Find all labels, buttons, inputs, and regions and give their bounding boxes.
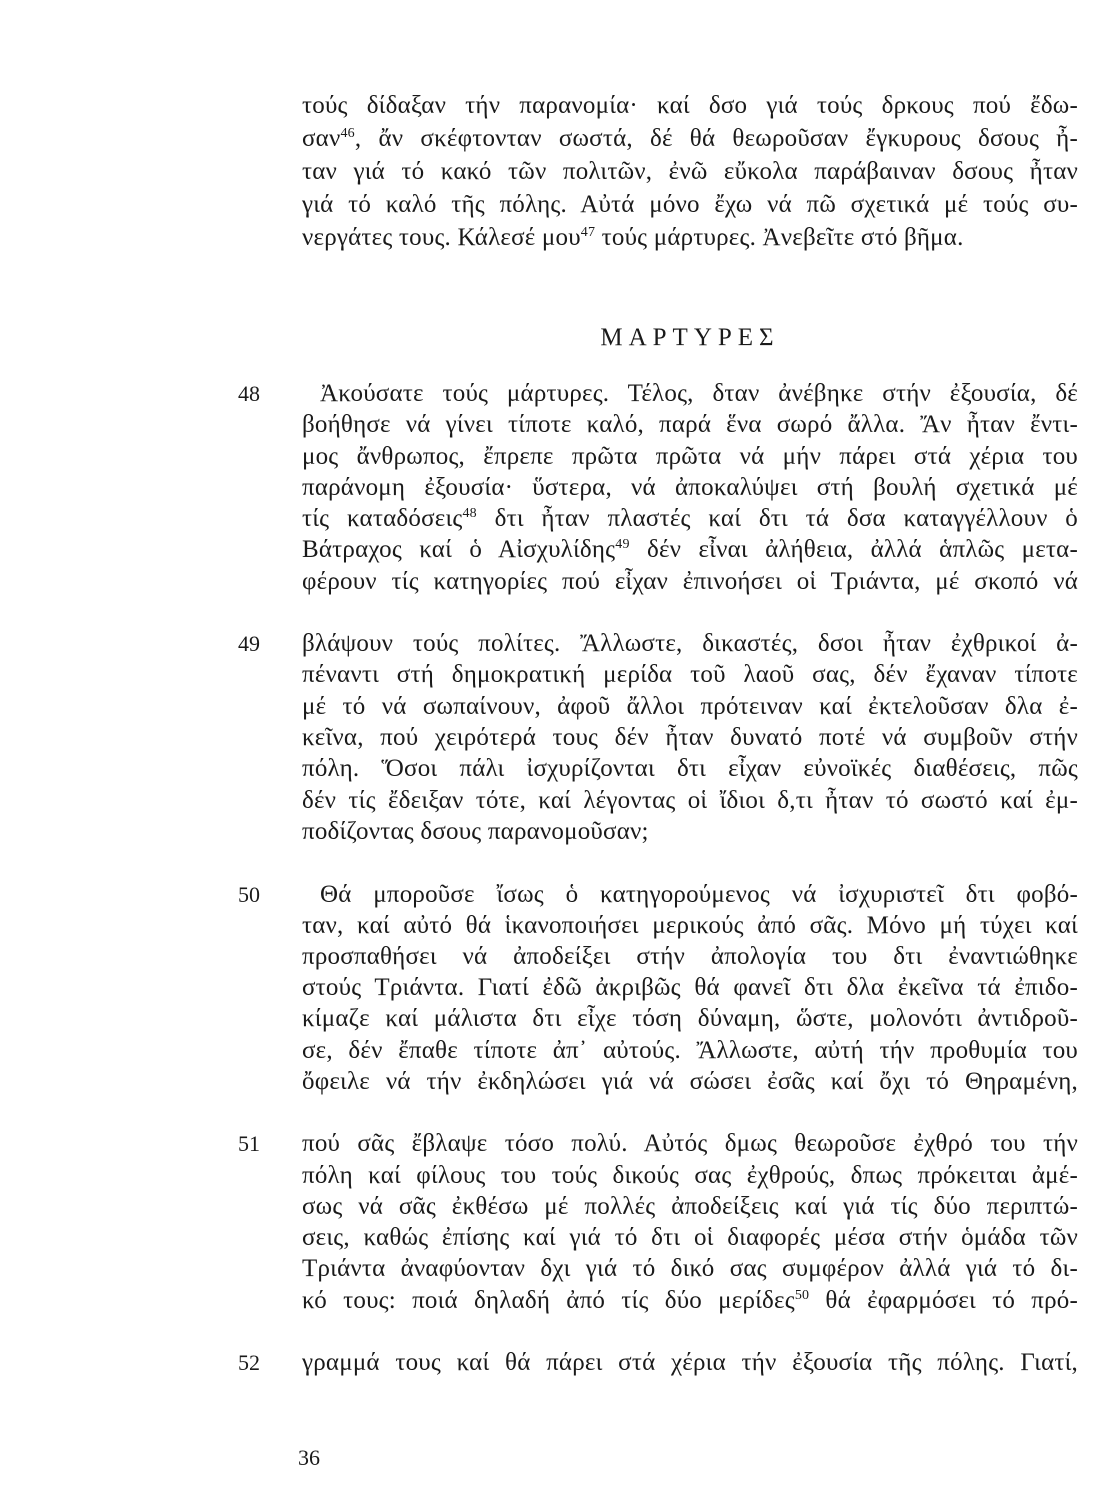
text-line: ταν γιά τό κακό τῶν πολιτῶν, ἐνῶ εὔκολα παράβαιναν δσους ἦταν <box>302 158 1078 185</box>
footnote-ref: 46 <box>340 126 355 141</box>
text-line: βλάψουν τούς πολίτες. Ἄλλωστε, δικαστές, δσοι ἦταν ἐχθρικοί ἀ- <box>302 630 1078 657</box>
text-line: πόλη καί φίλους του τούς δικούς σας ἐχθρούς, δπως πρόκειται ἀμέ- <box>302 1162 1078 1189</box>
text-line: Τριάντα ἀναφύονταν δχι γιά τό δικό σας συμφέρον ἀλλά γιά τό δι- <box>302 1255 1078 1282</box>
section-number: 50 <box>238 882 260 907</box>
text-line: πέναντι στή δημοκρατική μερίδα τοῦ λαοῦ σας, δέν ἔχαναν τίποτε <box>302 661 1078 688</box>
text-line: ποδίζοντας δσους παρανομοῦσαν; <box>302 818 649 845</box>
text-line: Βάτραχος καί ὁ Αἰσχυλίδης$^{49}$ δέν εἶναι ἀλήθεια, ἀλλά ἁπλῶς μετα- <box>302 536 1079 563</box>
section-heading: ΜΑΡΤΥΡΕΣ <box>600 324 780 351</box>
page-number: 36 <box>298 1445 320 1470</box>
text-line: γιά τό καλό τῆς πόλης. Αὐτά μόνο ἔχω νά πῶ σχετικά μέ τούς συ- <box>302 191 1078 218</box>
text-line: μέ τό νά σωπαίνουν, ἀφοῦ ἄλλοι πρότειναν καί ἐκτελοῦσαν δλα ἐ- <box>302 693 1078 720</box>
text-line: ταν, καί αὐτό θά ἱκανοποιήσει μερικούς ἀπό σᾶς. Μόνο μή τύχει καί <box>302 912 1078 939</box>
text-line: κό τους: ποιά δηλαδή ἀπό τίς δύο μερίδες$^{50}$ θά ἐφαρμόσει τό πρό- <box>302 1287 1078 1314</box>
text-line: ὄφειλε νά τήν ἐκδηλώσει γιά νά σώσει ἐσᾶς καί ὄχι τό Θηραμένη, <box>302 1068 1078 1095</box>
section-number: 52 <box>238 1350 260 1375</box>
text-line: γραμμά τους καί θά πάρει στά χέρια τήν ἐξουσία τῆς πόλης. Γιατί, <box>302 1349 1078 1376</box>
text-line: βοήθησε νά γίνει τίποτε καλό, παρά ἕνα σωρό ἄλλα. Ἄν ἦταν ἔντι- <box>302 411 1078 438</box>
text-line: πόλη. Ὅσοι πάλι ἰσχυρίζονται δτι εἶχαν εὐνοϊκές διαθέσεις, πῶς <box>302 755 1078 782</box>
text-line: τούς δίδαξαν τήν παρανομία· καί δσο γιά τούς δρκους πού ἔδω- <box>302 92 1078 119</box>
text-line: νεργάτες τους. Κάλεσέ μου$^{47}$ τούς μάρτυρες. Ἀνεβεῖτε στό βῆμα. <box>302 224 964 251</box>
text-line: προσπαθήσει νά ἀποδείξει στήν ἀπολογία του δτι ἐναντιώθηκε <box>302 943 1078 970</box>
text-line: σαν$^{46}$, ἄν σκέφτονταν σωστά, δέ θά θεωροῦσαν ἔγκυρους δσους ἦ- <box>302 125 1078 152</box>
text-line: σε, δέν ἔπαθε τίποτε ἀπ᾽ αὐτούς. Ἄλλωστε, αὐτή τήν προθυμία του <box>302 1037 1078 1064</box>
footnote-ref: 49 <box>615 537 630 552</box>
text-line: Ἀκούσατε τούς μάρτυρες. Τέλος, δταν ἀνέβηκε στήν ἐξουσία, δέ <box>320 380 1078 407</box>
text-line: κίμαζε καί μάλιστα δτι εἶχε τόση δύναμη, ὥστε, μολονότι ἀντιδροῦ- <box>302 1005 1078 1032</box>
text-line: Θά μποροῦσε ἴσως ὁ κατηγορούμενος νά ἰσχυριστεῖ δτι φοβό- <box>320 881 1078 908</box>
text-line: σεις, καθώς ἐπίσης καί γιά τό δτι οἱ διαφορές μέσα στήν ὁμάδα τῶν <box>302 1224 1078 1251</box>
section-number: 49 <box>238 631 260 656</box>
text-line: πού σᾶς ἔβλαψε τόσο πολύ. Αὐτός δμως θεωροῦσε ἐχθρό του τήν <box>302 1130 1078 1157</box>
text-line: στούς Τριάντα. Γιατί ἐδῶ ἀκριβῶς θά φανεῖ δτι δλα ἐκεῖνα τά ἐπιδο- <box>302 974 1078 1001</box>
text-line: μος ἄνθρωπος, ἔπρεπε πρῶτα πρῶτα νά μήν πάρει στά χέρια του <box>302 443 1078 470</box>
text-line: τίς καταδόσεις$^{48}$ δτι ἦταν πλαστές καί δτι τά δσα καταγγέλλουν ὁ <box>302 505 1078 532</box>
text-line: δέν τίς ἔδειξαν τότε, καί λέγοντας οἱ ἴδιοι δ,τι ἦταν τό σωστό καί ἐμ- <box>302 787 1078 814</box>
text-line: κεῖνα, πού χειρότερά τους δέν ἦταν δυνατό ποτέ νά συμβοῦν στήν <box>302 724 1078 751</box>
footnote-ref: 48 <box>462 506 477 521</box>
section-number: 51 <box>238 1131 260 1156</box>
section-number: 48 <box>238 381 260 406</box>
footnote-ref: 47 <box>580 225 596 240</box>
text-line: φέρουν τίς κατηγορίες πού εἶχαν ἐπινοήσει οἱ Τριάντα, μέ σκοπό νά <box>302 568 1078 595</box>
text-line: σως νά σᾶς ἐκθέσω μέ πολλές ἀποδείξεις καί γιά τίς δύο περιπτώ- <box>302 1193 1078 1220</box>
footnote-ref: 50 <box>794 1288 810 1303</box>
text-line: παράνομη ἐξουσία· ὕστερα, νά ἀποκαλύψει στή βουλή σχετικά μέ <box>302 474 1078 501</box>
